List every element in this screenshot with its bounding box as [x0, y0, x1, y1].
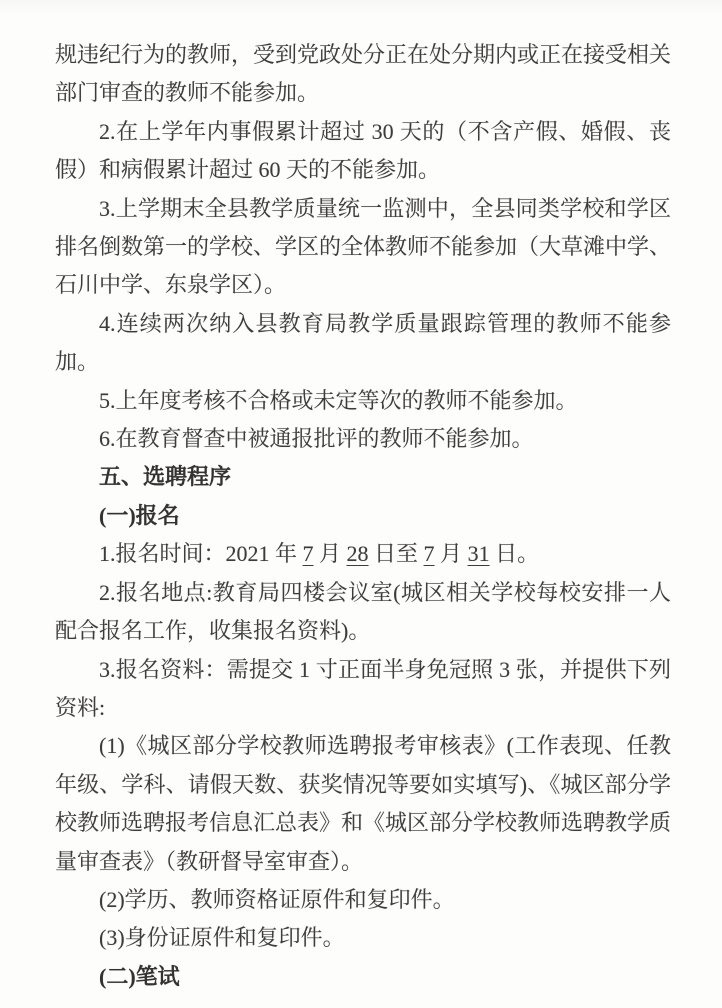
section-heading	[55, 497, 671, 535]
text-segment: (3)身份证原件和复印件。	[99, 925, 345, 951]
underlined-date-value: 7	[423, 541, 435, 567]
text-segment: 五、选聘程序	[99, 464, 232, 490]
paragraph	[55, 36, 671, 113]
text-segment: 5.上年度考核不合格或未定等次的教师不能参加。	[99, 387, 578, 413]
underlined-date-value: 31	[467, 541, 490, 567]
text-segment: (2)学历、教师资格证原件和复印件。	[99, 886, 455, 912]
paragraph	[55, 919, 671, 957]
paragraph	[55, 305, 671, 382]
text-segment: 6.在教育督查中被通报批评的教师不能参加。	[99, 426, 534, 452]
paragraph	[55, 535, 671, 573]
paragraph	[55, 113, 671, 190]
paragraph	[55, 190, 671, 305]
text-segment: 日至	[368, 541, 424, 567]
text-segment: (二)笔试	[99, 963, 180, 989]
paragraph	[55, 881, 671, 919]
underlined-date-value: 28	[346, 541, 369, 567]
text-segment: 月	[434, 541, 468, 567]
underlined-date-value: 7	[302, 541, 314, 567]
text-segment: 3.上学期末全县教学质量统一监测中，全县同类学校和学区排名倒数第一的学校、学区的全体教师不能参加（大草滩中学、石川中学、东泉学区）。	[55, 195, 672, 298]
section-heading	[55, 958, 671, 996]
paragraph	[55, 420, 671, 458]
text-segment: (1)《城区部分学校教师选聘报考审核表》(工作表现、任教年级、学科、请假天数、获奖情况等要如实填写)、《城区部分学校教师选聘报考信息汇总表》和《城区部分学校教师选聘教学质量审查表》（教研督导室审查）。	[55, 733, 672, 874]
text-segment: 3.报名资料：需提交 1 寸正面半身免冠照 3 张，并提供下列资料:	[55, 656, 671, 720]
paragraph	[55, 382, 671, 420]
text-segment: (一)报名	[99, 502, 180, 528]
document-body	[55, 36, 671, 996]
paragraph	[55, 574, 671, 651]
text-segment: 1.报名时间：2021 年	[99, 541, 303, 567]
text-segment: 2.报名地点:教育局四楼会议室(城区相关学校每校安排一人配合报名工作，收集报名资料)。	[55, 579, 671, 644]
text-segment: 月	[313, 541, 347, 567]
text-segment: 规违纪行为的教师，受到党政处分正在处分期内或正在接受相关部门审查的教师不能参加。	[55, 42, 672, 106]
text-segment: 日。	[489, 541, 540, 567]
text-segment: 4.连续两次纳入县教育局教学质量跟踪管理的教师不能参加。	[55, 310, 671, 375]
text-segment: 2.在上学年内事假累计超过 30 天的（不含产假、婚假、丧假）和病假累计超过 60 天的不能参加。	[55, 118, 671, 183]
section-heading	[55, 458, 671, 496]
paragraph	[55, 727, 671, 881]
paragraph	[55, 651, 671, 728]
